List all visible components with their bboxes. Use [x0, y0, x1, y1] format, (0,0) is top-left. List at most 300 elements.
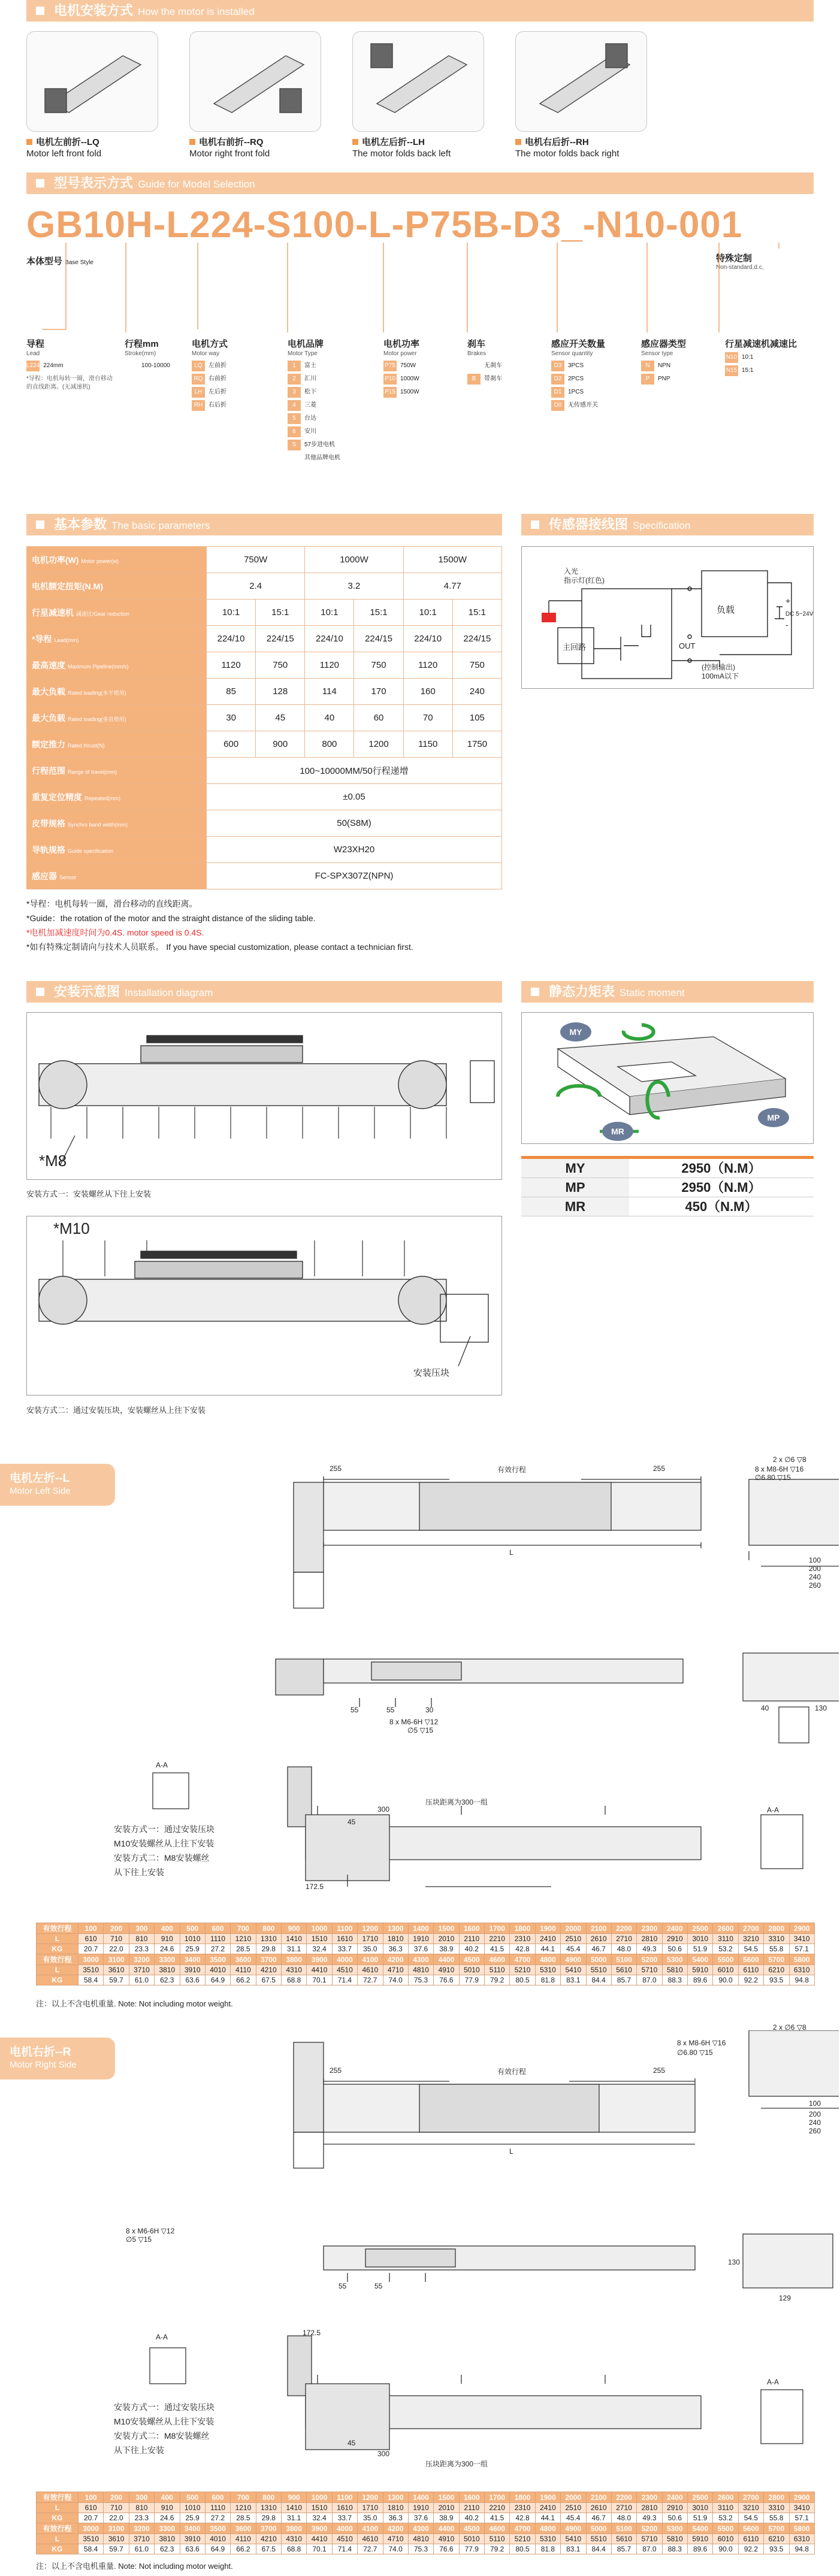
table-cell: 1500W [403, 547, 501, 573]
length-cell: 4200 [383, 2523, 408, 2534]
length-cell: 700 [231, 2492, 256, 2503]
legend-title: 电机品牌 [288, 339, 324, 349]
mount-caption [515, 137, 619, 159]
length-cell: 4500 [459, 1954, 484, 1965]
row-label-cn: 重复定位精度 [32, 792, 82, 802]
length-cell: 5700 [764, 1954, 789, 1965]
option-code: S [288, 440, 301, 450]
mount-code: 电机右前折--RQ [199, 137, 264, 147]
sensor-minus-label: - [785, 620, 788, 629]
length-cell: 710 [104, 2503, 129, 2513]
row-label [27, 652, 207, 679]
right-foot-note: 注：以上不含电机重量. Note: Not including motor weight. [36, 2562, 233, 2571]
table-cell: FC-SPX307Z(NPN) [207, 863, 502, 889]
table-cell: 4.77 [403, 573, 501, 600]
legend-option [192, 361, 228, 371]
length-cell: 88.3 [662, 1975, 687, 1985]
length-cell: 4610 [358, 2534, 383, 2544]
length-cell: 4000 [332, 1954, 357, 1965]
mount-image [352, 31, 484, 132]
sensor-main-circuit-label: 主回路 [563, 643, 587, 652]
length-cell: 4810 [408, 1965, 433, 1975]
table-cell: 224/10 [305, 626, 354, 652]
install-note: M10安装螺丝从上往下安装 [114, 1839, 214, 1848]
tag-right-cn: 电机右折--R [10, 2046, 71, 2059]
length-cell: 31.1 [282, 2513, 307, 2523]
length-cell: 74.0 [383, 2544, 408, 2554]
length-row-label: L [37, 2503, 78, 2513]
length-cell: 5200 [637, 1954, 662, 1965]
length-row-label: L [37, 1965, 78, 1975]
dim-100: 100 [809, 1556, 821, 1564]
legend-brake [467, 339, 502, 385]
length-cell: 5210 [510, 1965, 535, 1975]
length-cell: 84.4 [586, 1975, 611, 1985]
option-value: 左前折 [209, 362, 226, 369]
mount-en: The motor folds back left [352, 149, 451, 159]
bullet-icon [26, 139, 32, 145]
length-cell: 23.3 [129, 1944, 154, 1954]
length-cell: 2200 [611, 1923, 636, 1934]
length-cell: 3410 [789, 2503, 815, 2513]
length-cell: 5600 [738, 2523, 763, 2534]
length-cell: 1610 [332, 2503, 357, 2513]
length-row-label: KG [37, 1975, 78, 1985]
length-row [37, 2492, 815, 2503]
length-cell: 1700 [485, 1923, 510, 1934]
length-cell: 66.2 [231, 2544, 256, 2554]
section-subtitle: Specification [633, 520, 691, 531]
bullet-icon [352, 139, 358, 145]
length-cell: 2110 [459, 2503, 484, 2513]
sensor-dc-label: DC 5~24V [785, 611, 813, 617]
length-cell: 900 [282, 2492, 307, 2503]
length-cell: 3110 [713, 1934, 738, 1944]
table-cell: 600 [207, 731, 256, 758]
row-label-cn: 电机额定扭矩(N.M) [32, 581, 103, 591]
length-cell: 3210 [738, 2503, 763, 2513]
length-cell: 5210 [510, 2534, 535, 2544]
dim-100: 100 [809, 2099, 821, 2108]
legend-sensort [641, 339, 686, 385]
table-row [27, 837, 502, 863]
option-value: 安川 [304, 428, 316, 435]
legend-option [288, 361, 340, 371]
option-code: D1 [551, 387, 564, 398]
dim-55-b: 55 [386, 1706, 395, 1714]
table-cell: 50(S8M) [207, 810, 502, 837]
length-cell: 3800 [282, 1954, 307, 1965]
table-cell: 60 [354, 705, 403, 731]
table-cell: 100~10000MM/50行程递增 [207, 758, 502, 784]
table-cell: 750 [452, 652, 501, 679]
length-cell: 4710 [383, 1965, 408, 1975]
note-line: *Guide：the rotation of the motor and the straight distance of the sliding table. [26, 913, 316, 923]
length-cell: 68.8 [282, 2544, 307, 2554]
option-value: 57步进电机 [304, 441, 336, 448]
static-key: MP [521, 1178, 629, 1197]
legend-option [641, 374, 686, 385]
length-cell: 59.7 [104, 1975, 129, 1985]
install-method-2-drawing [26, 1216, 502, 1396]
dim-255-a: 255 [330, 1464, 342, 1473]
row-label-en: Guide specification [68, 847, 114, 854]
option-value: NPN [658, 362, 671, 369]
table-row [27, 731, 502, 758]
length-cell: 1210 [231, 1934, 256, 1944]
length-cell: 4300 [408, 1954, 433, 1965]
install-caption-1: 安装方式一：安装螺丝从下往上安装 [26, 1189, 152, 1198]
length-cell: 53.2 [713, 2513, 738, 2523]
length-cell: 3100 [104, 2523, 129, 2534]
legend-title: 行程mm [125, 339, 159, 349]
length-cell: 93.5 [764, 2544, 789, 2554]
length-cell: 64.9 [205, 1975, 230, 1985]
static-row [521, 1197, 814, 1216]
length-cell: 58.4 [78, 1975, 104, 1985]
length-cell: 3400 [180, 1954, 205, 1965]
length-row [37, 2523, 815, 2534]
length-cell: 37.6 [408, 2513, 433, 2523]
legend-option [26, 361, 116, 371]
length-cell: 45.4 [561, 2513, 586, 2523]
length-cell: 4010 [205, 2534, 230, 2544]
option-value: 15:1 [742, 367, 754, 374]
legend-sub: Sensor quantity [551, 350, 593, 357]
install-method-1-drawing [26, 1012, 502, 1180]
row-label-en: Range of travel(mm) [68, 768, 117, 775]
length-cell: 2500 [688, 2492, 713, 2503]
table-row [27, 679, 502, 705]
legend-option [383, 387, 419, 398]
dim-200: 200 [809, 2110, 821, 2118]
section-marker-icon [531, 988, 539, 996]
section-marker-icon [36, 988, 44, 996]
length-cell: 6110 [738, 1965, 763, 1975]
length-cell: 4010 [205, 1965, 230, 1975]
install-note: 安装方式二：M8安装螺丝 [114, 1853, 210, 1863]
option-value: PNP [658, 376, 670, 382]
length-cell: 57.1 [789, 2513, 815, 2523]
length-cell: 50.6 [662, 2513, 687, 2523]
length-cell: 55.8 [764, 2513, 789, 2523]
length-cell: 89.6 [688, 2544, 713, 2554]
row-label [27, 731, 207, 758]
static-row [521, 1178, 814, 1197]
length-cell: 33.7 [332, 2513, 357, 2523]
length-row [37, 1954, 815, 1965]
length-cell: 100 [78, 2492, 104, 2503]
length-cell: 5000 [586, 1954, 611, 1965]
row-label [27, 600, 207, 626]
left-length-table [36, 1923, 815, 1985]
length-cell: 5800 [789, 1954, 815, 1965]
section-marker-icon [36, 520, 44, 529]
dim-L: L [509, 2147, 513, 2156]
length-cell: 4410 [307, 2534, 332, 2544]
length-cell: 1910 [408, 1934, 433, 1944]
length-cell: 3400 [180, 2523, 205, 2534]
length-cell: 28.5 [231, 1944, 256, 1954]
table-cell: 224/10 [403, 626, 452, 652]
length-cell: 2600 [713, 2492, 738, 2503]
length-cell: 87.0 [637, 2544, 662, 2554]
length-cell: 1610 [332, 1934, 357, 1944]
length-cell: 610 [78, 2503, 104, 2513]
option-code: N10 [725, 352, 738, 363]
length-cell: 31.1 [282, 1944, 307, 1954]
table-cell: 1120 [207, 652, 256, 679]
length-cell: 42.8 [510, 1944, 535, 1954]
table-cell: 10:1 [305, 600, 354, 626]
length-cell: 2010 [434, 1934, 459, 1944]
dim-holes-2: 8 x M8-6H ▽16 [755, 1465, 804, 1473]
length-cell: 84.4 [586, 2544, 611, 2554]
length-cell: 3500 [205, 1954, 230, 1965]
length-row-label: 有效行程 [37, 2492, 78, 2503]
length-cell: 300 [129, 1923, 154, 1934]
length-cell: 2900 [789, 2492, 815, 2503]
length-cell: 1100 [332, 2492, 357, 2503]
option-value: 1500W [400, 389, 419, 395]
row-label [27, 837, 207, 863]
length-cell: 4210 [256, 2534, 281, 2544]
length-cell: 4310 [282, 2534, 307, 2544]
length-cell: 2900 [789, 1923, 815, 1934]
legend-title: 电机方式 [192, 339, 228, 349]
bullet-icon [189, 139, 195, 145]
length-cell: 1800 [510, 1923, 535, 1934]
length-cell: 20.7 [78, 2513, 104, 2523]
length-cell: 2610 [586, 2503, 611, 2513]
section-marker-icon [36, 7, 44, 15]
length-cell: 5800 [789, 2523, 815, 2534]
row-label-cn: 最大负载 [32, 686, 65, 697]
static-value: 450（N.M） [685, 1199, 758, 1214]
length-cell: 4910 [434, 2534, 459, 2544]
row-label-cn: 感应器 [32, 871, 57, 881]
length-cell: 67.5 [256, 2544, 281, 2554]
length-cell: 42.8 [510, 2513, 535, 2523]
length-cell: 3910 [180, 2534, 205, 2544]
length-cell: 3200 [129, 1954, 154, 1965]
table-cell: 2.4 [207, 573, 305, 600]
dim-holes-2: 8 x M8-6H ▽16 [677, 2039, 726, 2047]
length-cell: 81.8 [535, 1975, 560, 1985]
option-value: 右前折 [209, 376, 226, 382]
mount-en: Motor right front fold [189, 149, 270, 159]
length-cell: 1300 [383, 2492, 408, 2503]
length-cell: 44.1 [535, 2513, 560, 2523]
length-cell: 27.2 [205, 1944, 230, 1954]
length-cell: 5810 [662, 2534, 687, 2544]
length-cell: 2600 [713, 1923, 738, 1934]
length-cell: 4100 [358, 2523, 383, 2534]
option-value: 带刹车 [484, 376, 502, 382]
dim-260: 260 [809, 2127, 821, 2135]
legend-sub: Sensor type [641, 350, 673, 357]
length-cell: 29.8 [256, 2513, 281, 2523]
length-cell: 87.0 [637, 1975, 662, 1985]
length-cell: 22.0 [104, 2513, 129, 2523]
option-value: 左后折 [209, 389, 226, 395]
length-cell: 2810 [637, 1934, 662, 1944]
length-cell: 1800 [510, 2492, 535, 2503]
length-cell: 5310 [535, 2534, 560, 2544]
length-cell: 5710 [637, 2534, 662, 2544]
length-row-label: KG [37, 2513, 78, 2523]
static-row [521, 1159, 814, 1178]
length-cell: 5200 [637, 2523, 662, 2534]
legend-sub: Brakes [467, 350, 487, 357]
model-base-cn: 本体型号 [26, 256, 63, 267]
option-code: 6 [288, 426, 301, 437]
length-cell: 3500 [205, 2523, 230, 2534]
table-cell: 105 [452, 705, 501, 731]
dim-260: 260 [809, 1581, 821, 1590]
length-cell: 92.2 [738, 2544, 763, 2554]
dim-holes-1: 2 x ∅6 ▽8 [773, 1455, 806, 1464]
length-cell: 200 [104, 1923, 129, 1934]
table-cell: 750W [207, 547, 305, 573]
install-note: 从下往上安装 [114, 1867, 164, 1877]
length-cell: 35.0 [358, 1944, 383, 1954]
table-cell: ±0.05 [207, 784, 502, 810]
length-cell: 1700 [485, 2492, 510, 2503]
dim-255-b: 255 [653, 1464, 666, 1473]
basic-parameters-table [26, 546, 502, 889]
length-cell: 25.9 [180, 2513, 205, 2523]
dim-m6-a: 8 x M6-6H ▽12 [389, 1718, 439, 1726]
length-cell: 2010 [434, 2503, 459, 2513]
row-label-cn: 行星减速机 [32, 607, 74, 617]
length-cell: 61.0 [129, 1975, 154, 1985]
length-cell: 5500 [713, 1954, 738, 1965]
legend-way [192, 339, 228, 411]
length-row [37, 2544, 815, 2554]
length-cell: 85.7 [611, 2544, 636, 2554]
length-cell: 2400 [662, 2492, 687, 2503]
length-cell: 58.4 [78, 2544, 104, 2554]
legend-lead [26, 339, 116, 392]
length-cell: 2110 [459, 1934, 484, 1944]
section-subtitle: How the motor is installed [138, 6, 255, 17]
option-value: 224mm [43, 362, 64, 369]
install-note: M10安装螺丝从上往下安装 [114, 2417, 214, 2426]
option-value: 松下 [304, 389, 316, 395]
length-cell: 610 [78, 1934, 104, 1944]
tag-left-cn: 电机左折--L [10, 1472, 70, 1485]
length-cell: 1010 [180, 2503, 205, 2513]
model-base-en: Base Style [65, 259, 93, 266]
length-cell: 74.0 [383, 1975, 408, 1985]
dim-m6-a: 8 x M6-6H ▽12 [126, 2227, 175, 2235]
tag-right-en: Motor Right Side [10, 2060, 77, 2070]
length-cell: 600 [205, 1923, 230, 1934]
length-cell: 6310 [789, 2534, 815, 2544]
legend-option [192, 400, 228, 411]
length-cell: 4800 [535, 2523, 560, 2534]
dim-255-b: 255 [653, 2066, 666, 2075]
length-cell: 5610 [611, 2534, 636, 2544]
length-cell: 46.7 [586, 2513, 611, 2523]
length-cell: 2610 [586, 1934, 611, 1944]
length-cell: 5610 [611, 1965, 636, 1975]
length-cell: 5410 [561, 1965, 586, 1975]
option-code: 2 [288, 374, 301, 385]
length-cell: 2000 [561, 2492, 586, 2503]
install-note: 从下往上安装 [114, 2445, 164, 2455]
length-cell: 3810 [155, 2534, 180, 2544]
length-cell: 63.6 [180, 1975, 205, 1985]
table-row [27, 573, 502, 600]
length-cell: 67.5 [256, 1975, 281, 1985]
length-cell: 1810 [383, 1934, 408, 1944]
length-cell: 33.7 [332, 1944, 357, 1954]
table-cell: 240 [452, 679, 501, 705]
table-cell: 1750 [452, 731, 501, 758]
length-cell: 6010 [713, 2534, 738, 2544]
dim-m6-b: ∅5 ▽15 [126, 2235, 152, 2244]
static-moment-diagram [521, 1012, 814, 1144]
dim-m6-b: ∅5 ▽15 [407, 1726, 434, 1735]
legend-option [551, 400, 605, 411]
length-cell: 1500 [434, 2492, 459, 2503]
length-cell: 4400 [434, 1954, 459, 1965]
table-cell: 85 [207, 679, 256, 705]
option-value: 富士 [304, 362, 316, 369]
dim-55-b: 55 [374, 2282, 383, 2290]
option-value: 其他品牌电机 [304, 455, 340, 461]
legend-sensorq [551, 339, 605, 411]
table-cell: 15:1 [256, 600, 305, 626]
dim-30: 30 [425, 1706, 434, 1714]
table-row [27, 784, 502, 810]
length-cell: 2100 [586, 1923, 611, 1934]
table-cell: 128 [256, 679, 305, 705]
table-row [27, 705, 502, 731]
length-cell: 83.1 [561, 1975, 586, 1985]
length-cell: 4600 [485, 1954, 510, 1965]
length-cell: 5110 [485, 1965, 510, 1975]
length-cell: 57.1 [789, 1944, 815, 1954]
dim-travel: 有效行程 [497, 1466, 527, 1474]
length-cell: 44.1 [535, 1944, 560, 1954]
length-cell: 800 [256, 1923, 281, 1934]
option-code: 4 [288, 400, 301, 411]
section-marker-icon [531, 520, 539, 529]
legend-title: 行星减速机减速比 [725, 339, 797, 349]
mount-caption [189, 137, 270, 159]
table-cell: 224/15 [354, 626, 403, 652]
dim-L: L [509, 1548, 513, 1557]
sensor-load-label: 负载 [717, 605, 735, 615]
section-title: 安装示意图 [54, 984, 120, 999]
length-cell: 4210 [256, 1965, 281, 1975]
section-title: 基本参数 [54, 517, 107, 532]
length-cell: 85.7 [611, 1975, 636, 1985]
length-cell: 5500 [713, 2523, 738, 2534]
table-row [27, 863, 502, 889]
install-m8-label: *M8 [39, 1152, 67, 1170]
option-value: 1PCS [568, 389, 584, 395]
length-cell: 3800 [282, 2523, 307, 2534]
section-basic-header [26, 514, 502, 535]
option-value: 汇川 [304, 376, 316, 382]
length-cell: 68.8 [282, 1975, 307, 1985]
legend-option [288, 440, 340, 450]
legend-title: 感应开关数量 [551, 339, 606, 349]
